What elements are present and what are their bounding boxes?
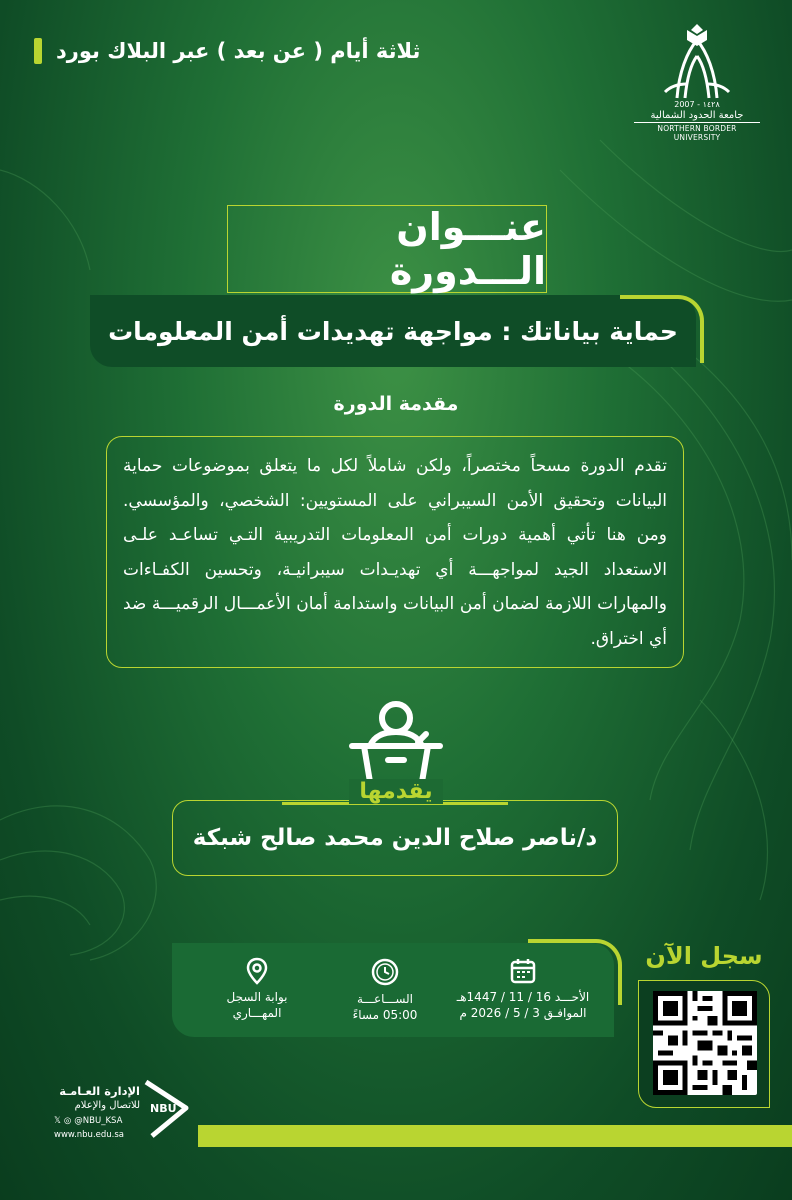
date-row-1 (448, 989, 598, 1005)
intro-heading: مقدمة الدورة (333, 393, 459, 415)
org-name-line1: الإدارة العـامـة (59, 1084, 140, 1098)
university-gate-logo-icon (657, 22, 737, 100)
instagram-icon: ◎ (63, 1116, 72, 1126)
location-line2: المهـــاري (232, 1006, 282, 1020)
date-detail (448, 957, 598, 1021)
top-banner (34, 38, 420, 64)
location-pin-icon (246, 957, 268, 985)
social-handle: @NBU_KSA (74, 1116, 123, 1126)
intro-box (106, 436, 684, 668)
lecturer-podium-icon (344, 700, 448, 786)
course-title-box (227, 205, 547, 293)
bottom-accent-bar (198, 1125, 792, 1147)
presenter-name: د/ناصر صلاح الدين محمد صالح شبكة (192, 825, 598, 851)
org-website[interactable]: www.nbu.edu.sa (54, 1130, 125, 1140)
course-details-bar (172, 943, 614, 1037)
date-hijri: 16 / 11 / 1447هـ (456, 990, 551, 1004)
banner-text: ثلاثة أيام ( عن بعد ) عبر البلاك بورد (56, 39, 421, 63)
time-detail (340, 957, 430, 1023)
date-greg: 3 / 5 / 2026 م (459, 1006, 540, 1020)
qr-code[interactable] (653, 991, 757, 1095)
clock-icon (370, 957, 400, 987)
org-social (54, 1116, 122, 1126)
university-logo (634, 22, 760, 144)
location-detail (212, 957, 302, 1021)
banner-accent-bar (34, 38, 42, 64)
logo-arabic-name: جامعة الحدود الشمالية (650, 110, 744, 121)
presenter-label (320, 779, 472, 813)
time-label: الســـاعـــة (356, 992, 414, 1006)
location-line1: بوابة السجل (226, 990, 288, 1004)
calendar-icon (509, 957, 537, 985)
course-subject-banner (90, 295, 696, 367)
logo-english-name: NORTHERN BORDER UNIVERSITY (634, 122, 760, 142)
intro-text: تقدم الدورة مسحاً مختصراً، ولكن شاملاً لكل ما يتعلق بموضوعات حماية البيانات وتحقيق الأمن السيبراني على المستويين: الشخصي، والمؤسسي. ومن هنا تأتي أهمية دورات أمن المعلومات التدريبية التـي تساعـد علـى الاستعداد الجيد لمواجهـــة أي تهديـدات سيبرانيـة، وتحسين الكفـاءات والمهارات اللازمة لضمان أمن البيانات واستدامة أمان الأعمـــال الرقميـــة ضد أي اختراق. (123, 456, 667, 649)
presenter-label-text: يقدمها (349, 779, 442, 804)
date-row-2 (448, 1005, 598, 1021)
logo-year: 2007 - ١٤٢٨ (674, 100, 720, 109)
date-greg-label: الموافـق (543, 1006, 587, 1020)
org-name-line2: للاتصال والإعلام (74, 1100, 140, 1111)
register-now-label: سجل الآن (645, 942, 763, 970)
qr-frame (638, 980, 770, 1108)
date-day: الأحـــد (554, 990, 590, 1004)
time-value: 05:00 مساءً (352, 1008, 418, 1022)
x-icon: 𝕏 (54, 1116, 61, 1126)
nbu-mark-text: NBU (150, 1102, 177, 1115)
course-title-label: عنـــوان الـــدورة (389, 205, 546, 293)
course-subject: حماية بياناتك : مواجهة تهديدات أمن المعلومات (108, 316, 678, 346)
